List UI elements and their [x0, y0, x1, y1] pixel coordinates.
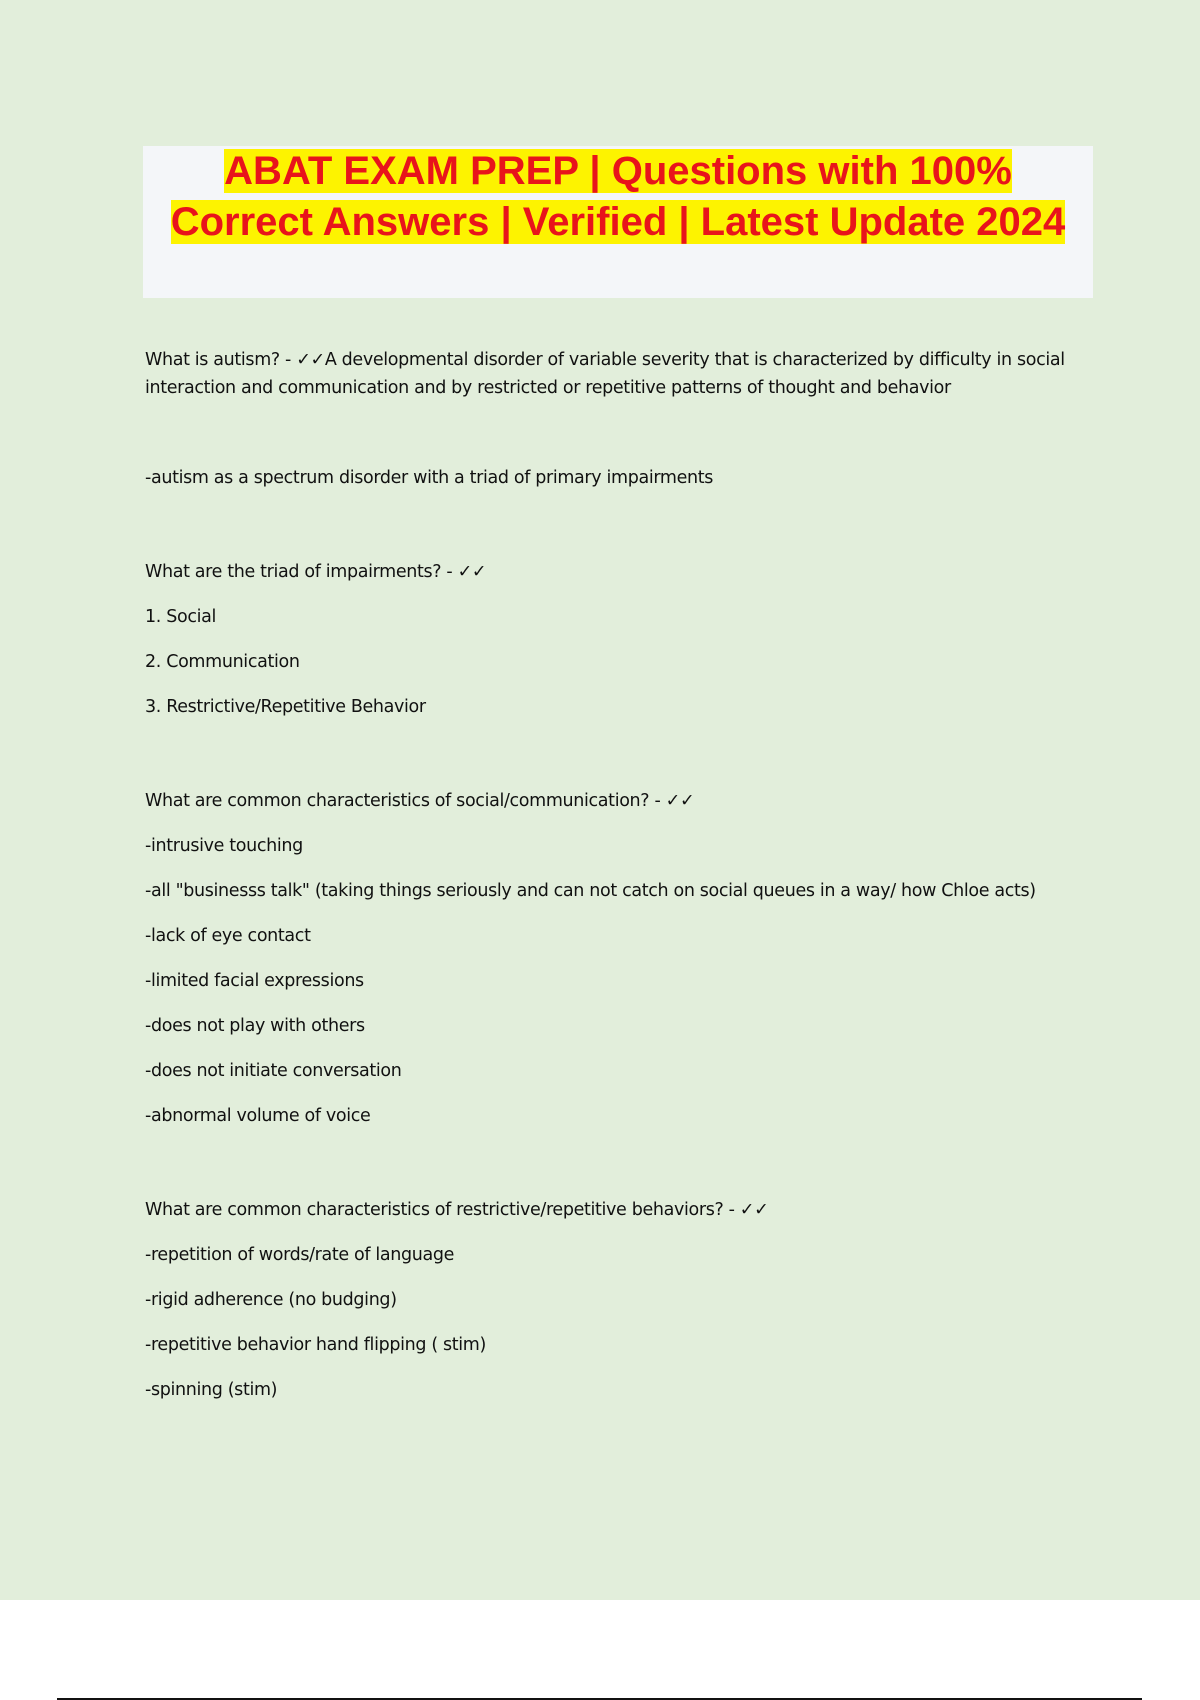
list-item: 3. Restrictive/Repetitive Behavior [145, 697, 426, 717]
list-item: -repetition of words/rate of language [145, 1245, 455, 1265]
document-body [145, 346, 1095, 1404]
question-triad: What are the triad of impairments? - ✓✓ [145, 562, 487, 582]
title-banner [143, 146, 1093, 298]
question-social-communication: What are common characteristics of social/communication? - ✓✓ [145, 791, 695, 811]
question-restrictive-repetitive: What are common characteristics of restrictive/repetitive behaviors? - ✓✓ [145, 1200, 769, 1220]
note-spectrum: -autism as a spectrum disorder with a triad of primary impairments [145, 468, 714, 488]
list-item: -intrusive touching [145, 836, 303, 856]
list-item: -repetitive behavior hand flipping ( stim) [145, 1335, 486, 1355]
list-item: 1. Social [145, 607, 216, 627]
list-item: -rigid adherence (no budging) [145, 1290, 397, 1310]
list-item: -lack of eye contact [145, 926, 311, 946]
list-item: -abnormal volume of voice [145, 1106, 371, 1126]
list-item: -limited facial expressions [145, 971, 364, 991]
list-item: 2. Communication [145, 652, 300, 672]
list-item: -all "businesss talk" (taking things seriously and can not catch on social queues in a way/ how Chloe acts) [145, 881, 1036, 901]
list-item: -does not initiate conversation [145, 1061, 402, 1081]
list-item: -does not play with others [145, 1016, 365, 1036]
document-title: ABAT EXAM PREP | Questions with 100% Correct Answers | Verified | Latest Update 2024 [170, 149, 1066, 244]
list-item: -spinning (stim) [145, 1380, 278, 1400]
question-autism: What is autism? - ✓✓A developmental disorder of variable severity that is characterized by difficulty in social interaction and communication and by restricted or repetitive patterns of thought and behavior [145, 350, 1065, 398]
